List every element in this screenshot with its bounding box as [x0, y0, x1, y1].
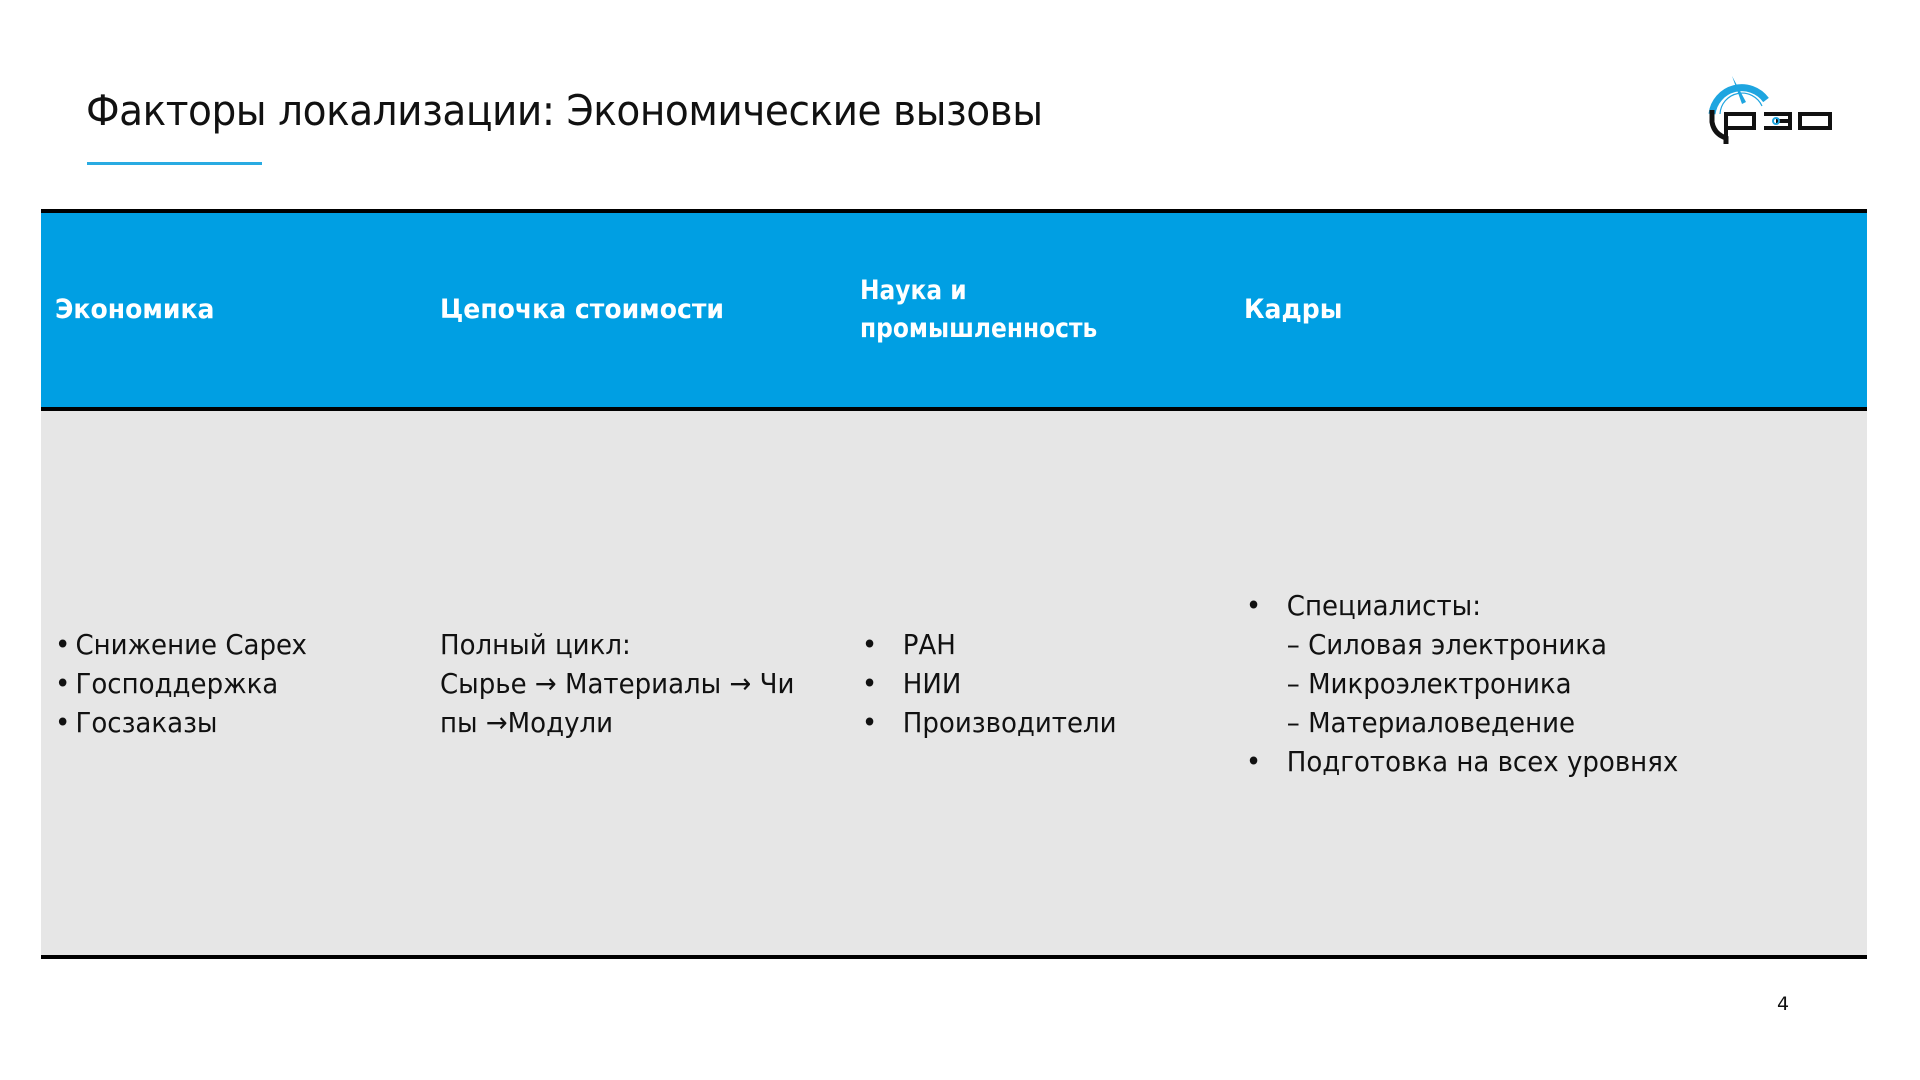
bullet-icon: •	[861, 627, 878, 661]
bullet-icon: •	[55, 627, 71, 661]
header-science-line1: Наука и	[860, 275, 967, 306]
bullet-icon: •	[861, 666, 878, 700]
list-item: • Госзаказы	[55, 703, 307, 742]
cell-value-chain	[426, 411, 846, 955]
header-science-line2: промышленность	[860, 313, 1098, 344]
bullet-icon: •	[1245, 588, 1262, 622]
cell-staff	[1230, 411, 1867, 955]
header-staff: Кадры	[1244, 294, 1343, 325]
header-economy: Экономика	[55, 294, 215, 325]
value-chain-line: Полный цикл:	[440, 627, 631, 661]
bullet-icon: •	[55, 666, 71, 700]
page-number: 4	[1777, 993, 1790, 1015]
list-item: • РАН	[860, 625, 1117, 664]
table-body-row	[41, 411, 1867, 955]
value-chain-line: Сырье → Материалы → Чи	[440, 666, 795, 700]
bullet-icon: •	[861, 705, 878, 739]
list-item: • Подготовка на всех уровнях	[1244, 742, 1678, 781]
list-item: • НИИ	[860, 664, 1117, 703]
bullet-icon: •	[1245, 744, 1262, 778]
list-item: • Специалисты:	[1244, 586, 1678, 625]
bullet-icon: •	[55, 705, 71, 739]
header-value-chain: Цепочка стоимости	[440, 294, 724, 325]
localization-factors-table	[41, 209, 1867, 959]
title-accent-line	[87, 162, 262, 165]
sub-list-item: – Силовая электроника	[1286, 627, 1607, 661]
value-chain-line: пы →Модули	[440, 705, 614, 739]
table-header-row	[41, 213, 1867, 411]
list-item: • Снижение Capex	[55, 625, 307, 664]
header-science-industry	[846, 213, 1230, 407]
sub-list-item: – Микроэлектроника	[1286, 666, 1572, 700]
rzo-logo-icon	[1706, 72, 1846, 152]
list-item: • Господдержка	[55, 664, 307, 703]
cell-economy	[41, 411, 426, 955]
slide-title: Факторы локализации: Экономические вызовы	[86, 86, 1043, 135]
sub-list-item: – Материаловедение	[1286, 705, 1576, 739]
cell-science-industry	[846, 411, 1230, 955]
list-item: • Производители	[860, 703, 1117, 742]
